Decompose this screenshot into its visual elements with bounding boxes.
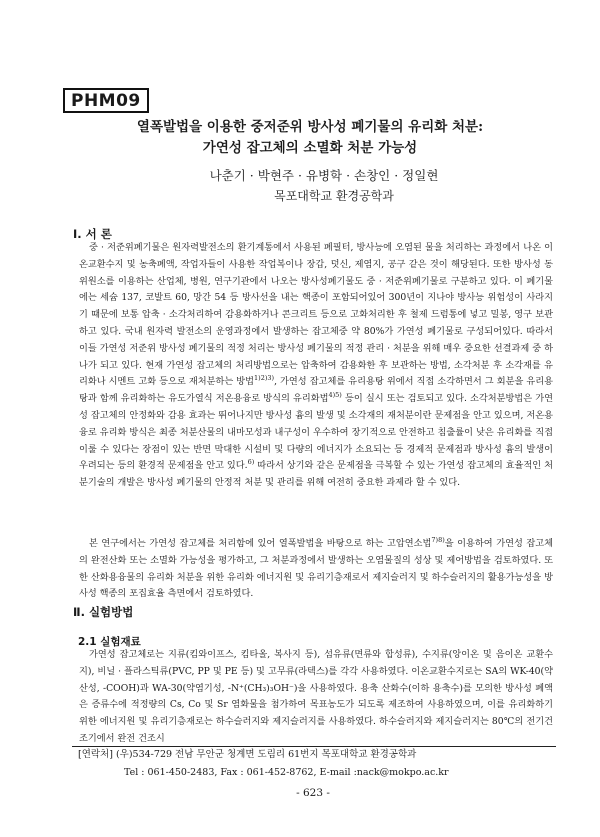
- page-number: - 623 -: [296, 787, 330, 799]
- author-list: 나춘기 · 박현주 · 유병학 · 손창인 · 정일현: [209, 168, 439, 183]
- paper-code-label: PHM09: [63, 88, 149, 113]
- intro2-text-a: 본 연구에서는 가연성 잡고체를 처리함에 있어 열폭발법을 바탕으로 하는 고압연소법: [89, 538, 432, 549]
- citation-ref: 4)5): [328, 391, 342, 400]
- introduction-paragraph-1: [79, 240, 553, 492]
- intro2-text-b: 을 이용하여 가연성 잡고체의 완전산화 또는 소멸화 가능성을 평가하고, 그 처분과정에서 발생하는 오염물질의 성상 및 제어방법을 검토하였다. 또한 산화용융물의 유리화 처분을 위한 유리화 에너지원 및 유리기층재로서 제지슬러지 및 하수슬러지의 활용가능성을 방사성 핵종의 포집효율 측면에서 검토하였다.: [79, 538, 553, 600]
- section-heading-introduction: Ⅰ. 서 론: [73, 227, 112, 241]
- section-heading-methods: Ⅱ. 실험방법: [73, 605, 134, 619]
- citation-ref: 6): [247, 458, 255, 467]
- introduction-paragraph-2: [79, 536, 553, 603]
- citation-ref: 1)2)3): [254, 374, 275, 383]
- intro-text-b: , 가연성 잡고체를 유리용탕 위에서 직접 소각하면서 그 회분을 유리용탕과 함께 유리화하는 유도가열식 저온용융로 방식의 유리화법: [79, 376, 553, 405]
- affiliation: 목포대학교 환경공학과: [274, 189, 394, 203]
- intro-text-d: 따라서 상기와 같은 문제점을 극복할 수 있는 가연성 잡고체의 효율적인 처분기술의 개발은 방사성 폐기물의 안정적 처분 및 관리를 위해 여전히 중요한 과제라 할 수 있다.: [79, 460, 553, 489]
- contact-phone-email: Tel : 061-450-2483, Fax : 061-452-8762, E-mail :nack@mokpo.ac.kr: [124, 767, 449, 778]
- intro-text-c: 등이 실시 또는 검토되고 있다. 소각처분방법은 가연성 잡고체의 안정화와 감용 효과는 뛰어나지만 방사성 흄의 발생 및 소각재의 재처분이란 문제점을 안고 있으며, 저온용융로 유리화 방식은 최종 처분산물의 내마모성과 내구성이 우수하여 장기적으로 안전하고 침출률이 낮은 유리화를 직접 이룰 수 있다는 장점이 있는 반면 막대한 시설비 및 다량의 에너지가 소요되는 등 경제적 문제점과 방사성 흄의 발생이 우려되는 등의 환경적 문제점을 안고 있다.: [79, 393, 553, 472]
- citation-ref: 7)8): [431, 535, 445, 544]
- paper-title-line2: 가연성 잡고체의 소멸화 처분 가능성: [202, 140, 418, 156]
- contact-address: [연락처] (우)534-729 전남 무안군 청계면 도림리 61번지 목포대학교 환경공학과: [78, 749, 417, 760]
- intro-text-a: 중 · 저준위폐기물은 원자력발전소의 환기계통에서 사용된 폐필터, 방사능에 오염된 물을 처리하는 과정에서 나온 이온교환수지 및 농축폐액, 작업자들이 사용한 작업복이나 장갑, 덧신, 제염지, 공구 같은 것이 해당된다. 또한 방사성 동위원소를 이용하는 산업체, 병원, 연구기관에서 나오는 방사성폐기물도 중 · 저준위폐기물로 구분하고 있다. 이 폐기물에는 세슘 137, 코발트 60, 망간 54 등 방사선을 내는 핵종이 포함되어있어 300년이 지나야 방사능 위험성이 사라지기 때문에 보통 압축 · 소각처리하여 감용화하거나 콘크리트 등으로 고화처리한 후 철제 드럼통에 넣고 밀봉, 영구 보관하고 있다. 국내 원자력 발전소의 운영과정에서 발생하는 잡고체중 약 80%가 가연성 폐기물로 구성되어있다. 따라서 이들 가연성 저준위 방사성 폐기물의 적정 처리는 방사성 폐기물의 적정 관리 · 처분을 위해 매우 중요한 선결과제 중 하나가 되고 있다. 현재 가연성 잡고체의 처리방법으로는 압축하여 감용화한 후 보관하는 방법, 소각처분 후 소각재를 유리화나 시멘트 고화 등으로 재처분하는 방법: [79, 242, 553, 388]
- footer-divider: [72, 746, 556, 747]
- materials-paragraph: 가연성 잡고체로는 지류(킴와이프스, 킴타올, 복사지 등), 섬유류(면류와 합성류), 수지류(앙이온 및 음이온 교환수지), 비닐 · 플라스틱류(PVC, PP 및 PE 등) 및 고무류(라텍스)를 각각 사용하였다. 이온교환수지로는 SA의 WK-40(약산성, -COOH)과 WA-30(약염기성, -N⁺(CH₃)₃OH⁻)을 사용하였다. 용축 산화수(이하 용축수)를 모의한 방사성 폐액은 증류수에 적정량의 Cs, Co 및 Sr 염화물을 첨가하여 목표농도가 되도록 제조하여 사용하였으며, 이를 유리화하기 위한 에너지원 및 유리기층재로는 하수슬러지와 제지슬러지를 사용하였다. 하수슬러지와 제지슬러지는 80℃의 전기건조기에서 완전 건조시: [79, 649, 553, 744]
- subsection-heading-materials: 2.1 실험재료: [78, 636, 141, 648]
- paper-title-line1: 열폭발법을 이용한 중저준위 방사성 폐기물의 유리화 처분:: [136, 119, 484, 135]
